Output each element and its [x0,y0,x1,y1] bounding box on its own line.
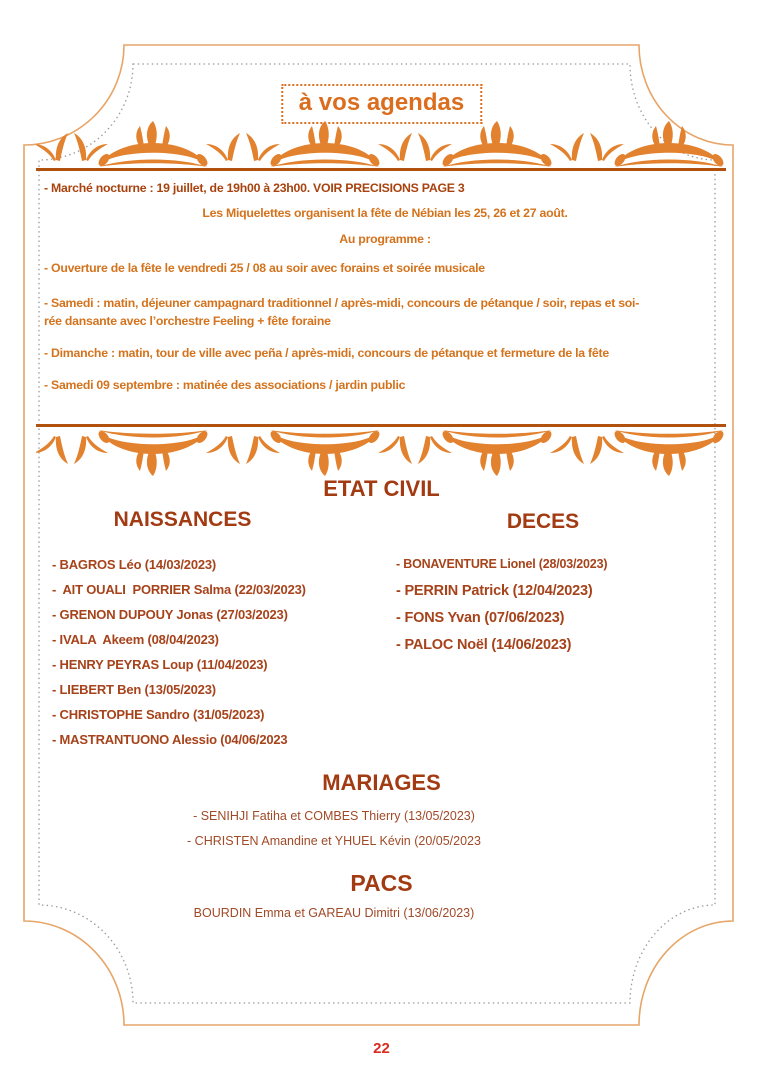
agenda-section [44,179,726,394]
ornament-border-top [36,120,726,176]
naissance-entry: - AIT OUALI PORRIER Salma (22/03/2023) [52,582,306,597]
page-title: à vos agendas [281,84,482,124]
naissance-entry: - MASTRANTUONO Alessio (04/06/2023 [52,732,288,747]
mariage-entry: - CHRISTEN Amandine et YHUEL Kévin (20/05/2023 [187,834,481,848]
pacs-list [20,905,648,930]
vine-ornament-icon [36,120,726,170]
naissance-entry: - IVALA Akeem (08/04/2023) [52,632,219,647]
agenda-item-samedi-2: rée dansante avec l’orchestre Feeling + fête foraine [44,314,331,328]
agenda-line-miquelettes: Les Miquelettes organisent la fête de Nébian les 25, 26 et 27 août. [202,206,568,220]
agenda-line-programme: Au programme : [339,232,431,246]
pacs-entry: BOURDIN Emma et GAREAU Dimitri (13/06/2023) [193,906,475,920]
naissances-heading: NAISSANCES [113,508,252,531]
ornament-border-bottom [36,424,726,478]
naissances-column [30,508,335,758]
mariage-entry: - SENIHJI Fatiha et COMBES Thierry (13/05/2023) [193,809,475,823]
etat-civil-heading: ETAT CIVIL [323,476,440,501]
agenda-item-septembre: - Samedi 09 septembre : matinée des associations / jardin public [44,378,406,392]
mariages-heading: MARIAGES [322,770,441,795]
agenda-item-ouverture: - Ouverture de la fête le vendredi 25 / 08 au soir avec forains et soirée musicale [44,261,485,275]
naissance-entry: - CHRISTOPHE Sandro (31/05/2023) [52,707,265,722]
naissance-entry: - GRENON DUPOUY Jonas (27/03/2023) [52,607,288,622]
deces-entry: - PERRIN Patrick (12/04/2023) [396,583,593,599]
naissance-entry: - HENRY PEYRAS Loup (11/04/2023) [52,657,268,672]
agenda-item-dimanche: - Dimanche : matin, tour de ville avec peña / après-midi, concours de pétanque et fermeture de la fête [44,346,609,360]
page-number: 22 [373,1040,390,1057]
vine-ornament-icon [36,427,726,477]
horizontal-rule [36,168,726,171]
deces-entry: - PALOC Noël (14/06/2023) [396,637,572,653]
mariages-list [20,808,648,858]
deces-heading: DECES [506,510,580,533]
naissance-entry: - BAGROS Léo (14/03/2023) [52,557,217,572]
agenda-line-marche: - Marché nocturne : 19 juillet, de 19h00 à 23h00. VOIR PRECISIONS PAGE 3 [44,181,465,195]
deces-entry: - FONS Yvan (07/06/2023) [396,610,565,626]
deces-column [378,510,708,664]
naissance-entry: - LIEBERT Ben (13/05/2023) [52,682,216,697]
pacs-heading: PACS [350,870,413,896]
deces-entry: - BONAVENTURE Lionel (28/03/2023) [396,557,608,571]
agenda-item-samedi-1: - Samedi : matin, déjeuner campagnard traditionnel / après-midi, concours de pétanque / soir, repas et soi- [44,296,640,310]
